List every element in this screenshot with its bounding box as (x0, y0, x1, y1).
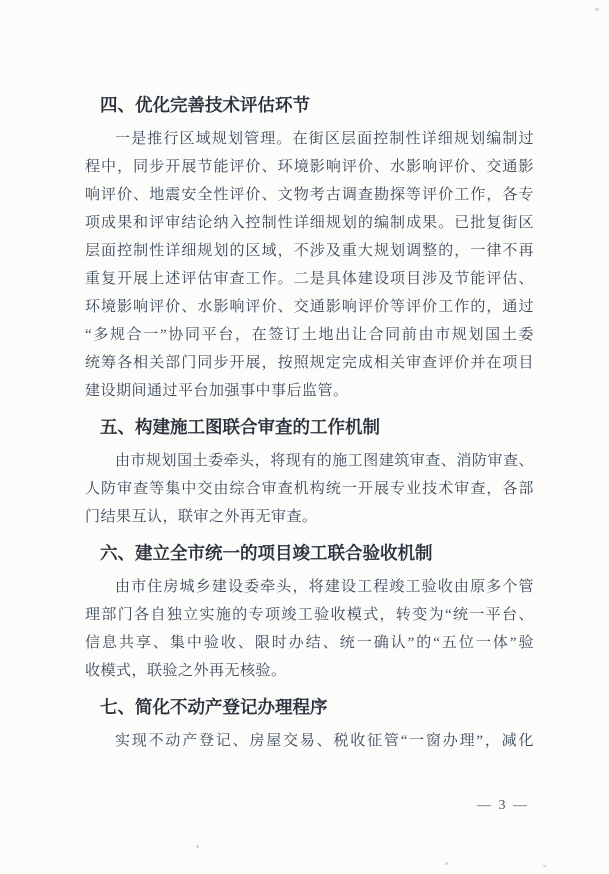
text-line: 人防审查等集中交由综合审查机构统一开展专业技术审查，各部 (85, 481, 534, 497)
text-line: 项成果和评审结论纳入控制性详细规划的编制成果。已批复街区 (85, 215, 534, 231)
text-line: 层面控制性详细规划的区域，不涉及重大规划调整的，一律不再 (85, 243, 534, 259)
section-2-heading: 五、构建施工图联合审查的工作机制 (100, 417, 380, 437)
scan-artifact-speck (445, 862, 448, 865)
scan-artifact-speck (543, 865, 546, 867)
text-line: 一是推行区域规划管理。在街区层面控制性详细规划编制过 (115, 131, 534, 147)
text-line: 收模式，联验之外再无核验。 (85, 663, 287, 679)
section-1-heading: 四、优化完善技术评估环节 (100, 95, 310, 115)
page-number: — 3 — (477, 798, 529, 813)
text-line: 建设期间通过平台加强事中事后监管。 (85, 383, 349, 399)
text-line: 重复开展上述评估审查工作。二是具体建设项目涉及节能评估、 (85, 271, 534, 287)
text-line: 门结果互认，联审之外再无审查。 (85, 509, 318, 525)
text-line: 理部门各自独立实施的专项竣工验收模式，转变为“统一平台、 (85, 607, 534, 623)
scan-artifact-speck (196, 845, 199, 848)
text-line: 由市住房城乡建设委牵头，将建设工程竣工验收由原多个管 (115, 579, 534, 595)
section-4-heading: 七、简化不动产登记办理程序 (100, 697, 328, 717)
text-line: 由市规划国土委牵头，将现有的施工图建筑审查、消防审查、 (115, 453, 534, 469)
text-line: 程中，同步开展节能评价、环境影响评价、水影响评价、交通影 (85, 159, 534, 175)
text-line: 响评价、地震安全性评价、文物考古调查勘探等评价工作，各专 (85, 187, 534, 203)
document-body (85, 83, 534, 755)
text-line: 信息共享、集中验收、限时办结、统一确认”的“五位一体”验 (85, 635, 534, 651)
text-line: 环境影响评价、水影响评价、交通影响评价等评价工作的，通过 (85, 299, 534, 315)
section-3-heading: 六、建立全市统一的项目竣工联合验收机制 (100, 543, 433, 563)
text-line: 统筹各相关部门同步开展，按照规定完成相关审查评价并在项目 (85, 355, 534, 371)
scan-artifact-speck (595, 8, 599, 11)
text-line: 实现不动产登记、房屋交易、税收征管“一窗办理”，减化 (115, 733, 534, 749)
text-line: “多规合一”协同平台，在签订土地出让合同前由市规划国土委 (85, 327, 534, 343)
